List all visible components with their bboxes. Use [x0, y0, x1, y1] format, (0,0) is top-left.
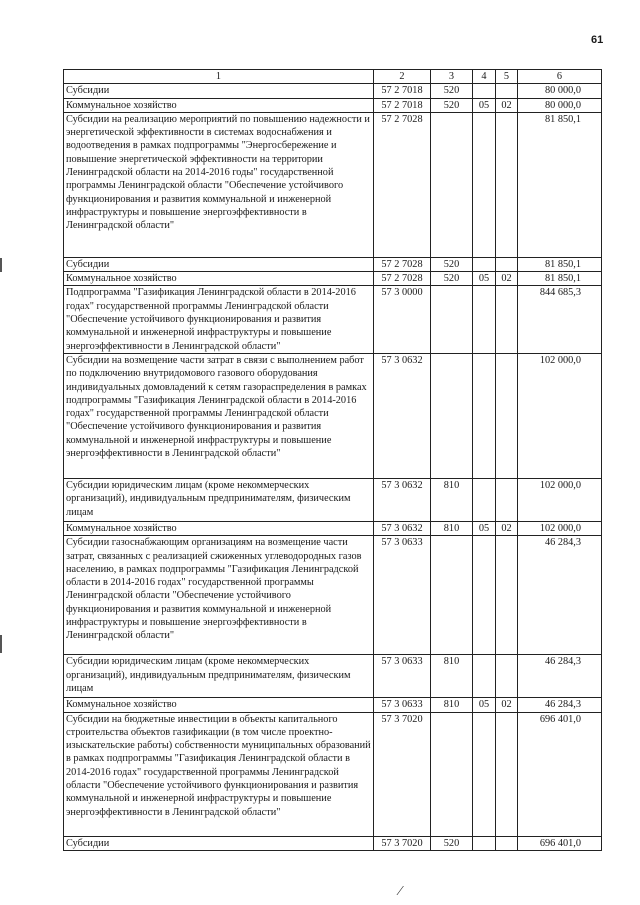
row-section [473, 84, 496, 98]
row-name: Субсидии на возмещение части затрат в связи с выполнением работ по подключению внутридомового газового оборудования индивидуальных домовладений к сетям газораспределения в рамках подпрограммы "Газификация Ленинградской области в 2014-2016 годах" государственной программы Ленинградской области "Обеспечение устойчивого функционирования и развития коммунальной и инженерной инфраструктуры и повышение энергоэффективности в Ленинградской области" [64, 353, 374, 478]
row-name: Субсидии [64, 257, 374, 271]
row-subsection [496, 257, 518, 271]
row-amount: 46 284,3 [518, 698, 602, 712]
row-expense-type: 520 [431, 272, 473, 286]
row-section [473, 112, 496, 257]
table-row [64, 84, 602, 98]
row-code: 57 2 7028 [374, 272, 431, 286]
row-expense-type: 520 [431, 836, 473, 850]
row-amount: 46 284,3 [518, 536, 602, 655]
column-header: 6 [518, 70, 602, 84]
row-amount: 46 284,3 [518, 655, 602, 698]
row-subsection [496, 712, 518, 836]
row-subsection: 02 [496, 272, 518, 286]
row-name: Субсидии юридическим лицам (кроме некоммерческих организаций), индивидуальным предпринимателям, физическим лицам [64, 478, 374, 521]
page-number: 61 [591, 34, 604, 46]
row-expense-type: 810 [431, 655, 473, 698]
row-name: Субсидии [64, 836, 374, 850]
row-code: 57 3 7020 [374, 836, 431, 850]
row-expense-type: 810 [431, 698, 473, 712]
row-name: Коммунальное хозяйство [64, 272, 374, 286]
table-row [64, 712, 602, 836]
row-subsection [496, 84, 518, 98]
row-name: Подпрограмма "Газификация Ленинградской области в 2014-2016 годах" государственной программы Ленинградской области "Обеспечение устойчивого функционирования и развития коммунальной и инженерной инфраструктуры и повышение энергоэффективности в Ленинградской области" [64, 286, 374, 353]
signature-mark: ⁄ [399, 884, 402, 899]
row-code: 57 2 7018 [374, 98, 431, 112]
table-row [64, 521, 602, 535]
row-name: Субсидии газоснабжающим организациям на возмещение части затрат, связанных с реализацией сжиженных углеводородных газов населению, в рамках подпрограммы "Газификация Ленинградской области в 2014-2016 годах" государственной программы Ленинградской области "Обеспечение устойчивого функционирования и развития коммунальной и инженерной инфраструктуры и повышение энергоэффективности в Ленинградской области" [64, 536, 374, 655]
row-amount: 844 685,3 [518, 286, 602, 353]
column-header: 5 [496, 70, 518, 84]
column-header: 3 [431, 70, 473, 84]
row-section [473, 478, 496, 521]
row-amount: 80 000,0 [518, 98, 602, 112]
row-amount: 81 850,1 [518, 112, 602, 257]
row-section [473, 536, 496, 655]
table-header-row [64, 70, 602, 84]
row-amount: 696 401,0 [518, 836, 602, 850]
row-subsection [496, 536, 518, 655]
row-section: 05 [473, 98, 496, 112]
row-code: 57 2 7028 [374, 257, 431, 271]
row-code: 57 3 7020 [374, 712, 431, 836]
budget-table-body [64, 70, 602, 851]
table-row [64, 257, 602, 271]
row-code: 57 3 0632 [374, 478, 431, 521]
row-expense-type [431, 112, 473, 257]
row-code: 57 3 0633 [374, 655, 431, 698]
row-code: 57 2 7018 [374, 84, 431, 98]
row-code: 57 3 0632 [374, 353, 431, 478]
row-expense-type [431, 353, 473, 478]
row-section [473, 836, 496, 850]
row-amount: 81 850,1 [518, 272, 602, 286]
row-expense-type: 520 [431, 84, 473, 98]
table-row [64, 536, 602, 655]
row-section: 05 [473, 272, 496, 286]
table-row [64, 272, 602, 286]
row-subsection [496, 112, 518, 257]
table-row [64, 112, 602, 257]
row-section [473, 286, 496, 353]
row-section: 05 [473, 698, 496, 712]
row-amount: 80 000,0 [518, 84, 602, 98]
table-row [64, 478, 602, 521]
table-row [64, 353, 602, 478]
row-amount: 102 000,0 [518, 521, 602, 535]
row-subsection [496, 353, 518, 478]
row-code: 57 2 7028 [374, 112, 431, 257]
row-amount: 102 000,0 [518, 353, 602, 478]
row-expense-type [431, 536, 473, 655]
row-subsection [496, 478, 518, 521]
row-amount: 696 401,0 [518, 712, 602, 836]
scan-edge-mark [0, 635, 2, 653]
row-amount: 81 850,1 [518, 257, 602, 271]
row-name: Коммунальное хозяйство [64, 698, 374, 712]
scan-edge-mark [0, 258, 2, 272]
row-subsection [496, 836, 518, 850]
table-row [64, 836, 602, 850]
row-name: Субсидии на бюджетные инвестиции в объекты капитального строительства объектов газификации (в том числе проектно-изыскательские работы) собственности муниципальных образований в рамках подпрограммы "Газификация Ленинградской области в 2014-2016 годах" государственной программы Ленинградской области "Обеспечение устойчивого функционирования и развития коммунальной и инженерной инфраструктуры и повышение энергоэффективности в Ленинградской области" [64, 712, 374, 836]
row-code: 57 3 0633 [374, 536, 431, 655]
row-name: Субсидии на реализацию мероприятий по повышению надежности и энергетической эффективности в системах водоснабжения и водоотведения в рамках подпрограммы "Энергосбережение и повышение энергетической эффективности на территории Ленинградской области на 2014-2016 годы" государственной программы Ленинградской области "Обеспечение устойчивого функционирования и развития коммунальной и инженерной инфраструктуры и повышение энергоэффективности в Ленинградской области" [64, 112, 374, 257]
row-section: 05 [473, 521, 496, 535]
row-name: Субсидии юридическим лицам (кроме некоммерческих организаций), индивидуальным предпринимателям, физическим лицам [64, 655, 374, 698]
column-header: 2 [374, 70, 431, 84]
budget-table [63, 69, 602, 851]
row-expense-type: 810 [431, 478, 473, 521]
row-expense-type [431, 286, 473, 353]
row-expense-type: 810 [431, 521, 473, 535]
table-row [64, 655, 602, 698]
row-subsection [496, 655, 518, 698]
table-row [64, 98, 602, 112]
column-header: 4 [473, 70, 496, 84]
row-expense-type: 520 [431, 257, 473, 271]
row-subsection: 02 [496, 698, 518, 712]
row-expense-type: 520 [431, 98, 473, 112]
row-subsection: 02 [496, 98, 518, 112]
table-row [64, 286, 602, 353]
row-code: 57 3 0633 [374, 698, 431, 712]
row-subsection [496, 286, 518, 353]
row-section [473, 712, 496, 836]
row-section [473, 655, 496, 698]
row-name: Коммунальное хозяйство [64, 98, 374, 112]
row-code: 57 3 0000 [374, 286, 431, 353]
column-header: 1 [64, 70, 374, 84]
table-row [64, 698, 602, 712]
row-subsection: 02 [496, 521, 518, 535]
row-name: Коммунальное хозяйство [64, 521, 374, 535]
row-section [473, 257, 496, 271]
row-section [473, 353, 496, 478]
row-name: Субсидии [64, 84, 374, 98]
row-amount: 102 000,0 [518, 478, 602, 521]
row-code: 57 3 0632 [374, 521, 431, 535]
row-expense-type [431, 712, 473, 836]
